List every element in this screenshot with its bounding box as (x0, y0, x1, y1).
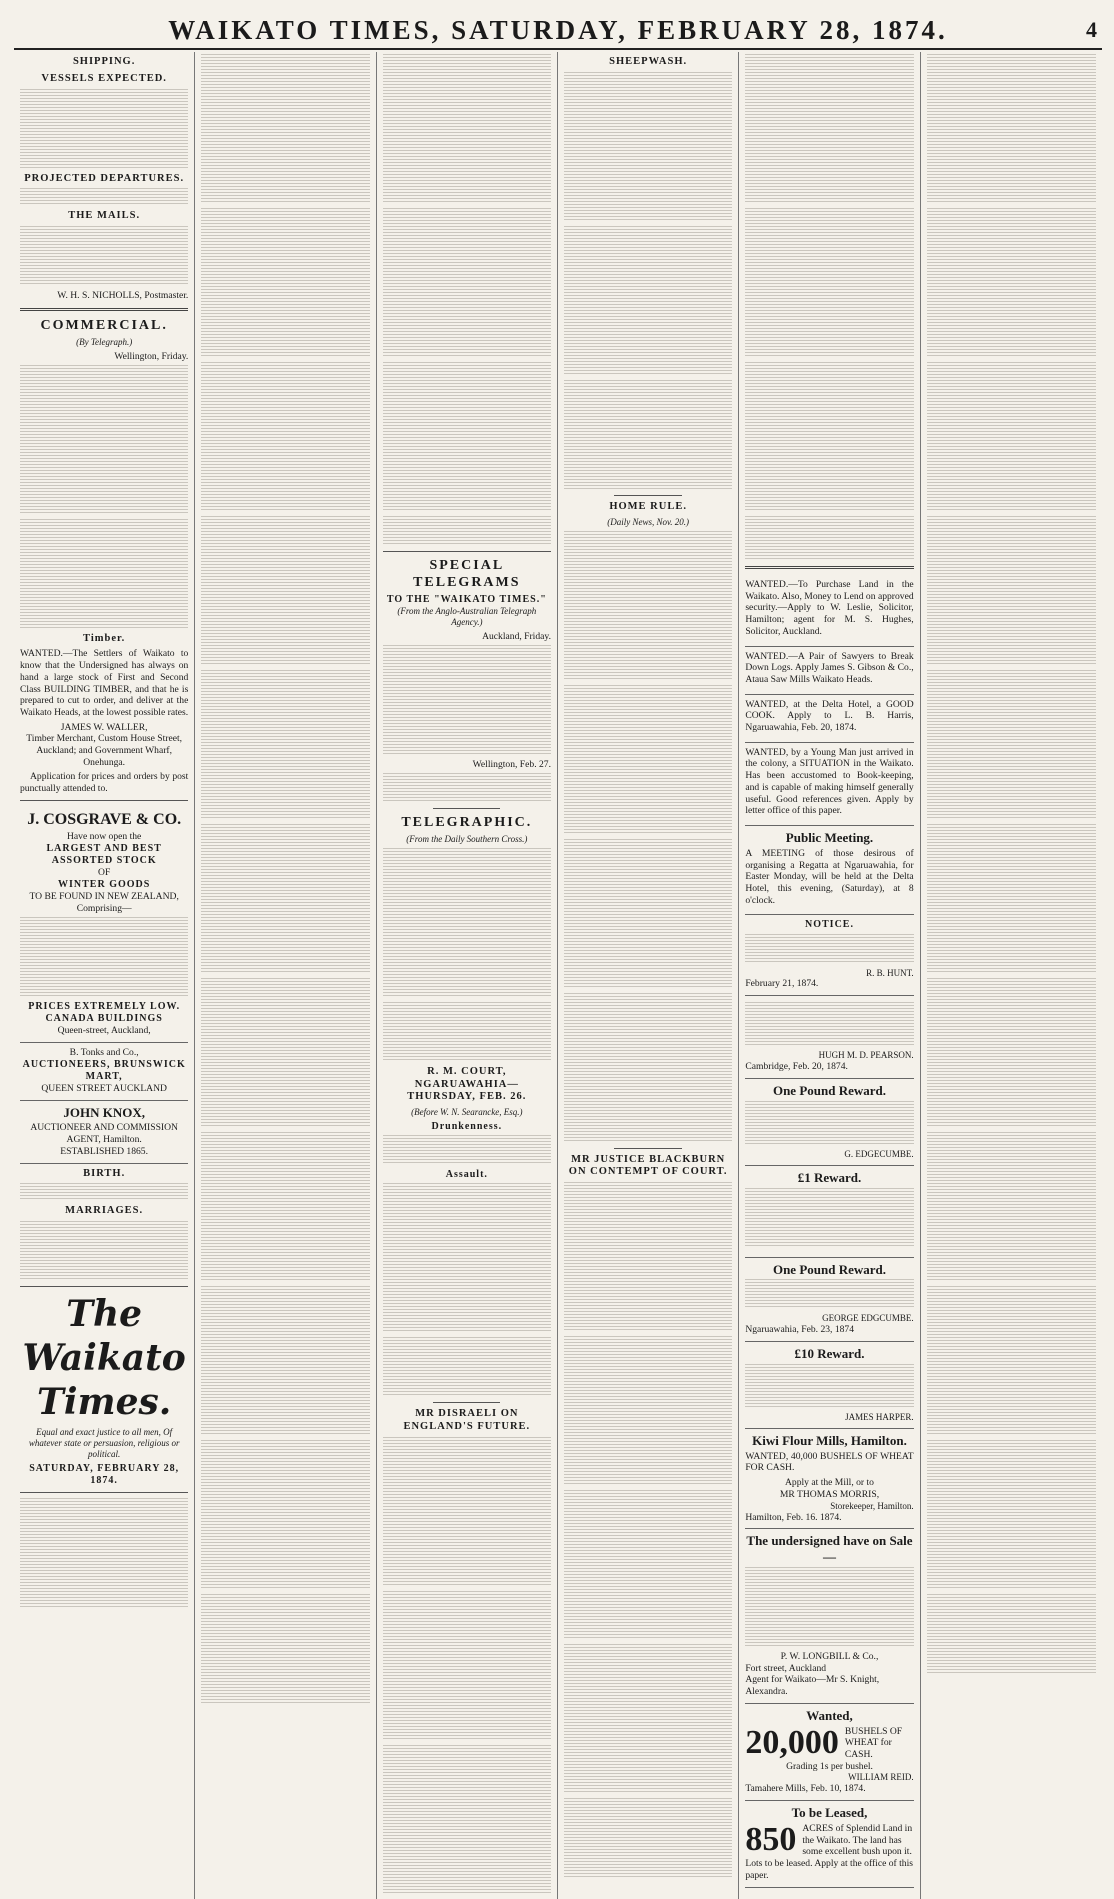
ad-notice-2: HUGH M. D. PEARSON. Cambridge, Feb. 20, 1874. (745, 996, 913, 1079)
shipping-heading: SHIPPING. (72, 56, 136, 67)
mails-signature: W. H. S. NICHOLLS, Postmaster. (57, 290, 189, 302)
ad-wanted-cook: WANTED, at the Delta Hotel, a GOOD COOK. Apply to L. B. Harris, Ngaruawahia, Feb. 20, 1874. (745, 695, 913, 743)
sheepwash-heading: SHEEPWASH. (609, 56, 688, 67)
masthead-title: WAIKATO TIMES, SATURDAY, FEBRUARY 28, 1874. (168, 15, 948, 45)
commercial-source: (By Telegraph.) (76, 336, 133, 347)
special-telegrams-heading: SPECIAL TELEGRAMS (413, 558, 521, 591)
cosgrave-goods-list (20, 917, 188, 997)
timber-merchant-address: Timber Merchant, Custom House Street, Auckland; and Government Wharf, Onehunga. (26, 733, 183, 768)
blackburn-heading: MR JUSTICE BLACKBURN ON CONTEMPT OF COURT. (568, 1153, 728, 1178)
commercial-report-text (20, 365, 188, 515)
vessels-expected-heading: VESSELS EXPECTED. (41, 72, 167, 84)
paper-date: SATURDAY, FEBRUARY 28, 1874. (29, 1462, 180, 1486)
ad-wanted-wheat: Wanted, 20,000 BUSHELS OF WHEAT for CASH. Grading 1s per bushel. WILLIAM REID. Tamahere Mills, Feb. 10, 1874. (745, 1704, 913, 1801)
timber-merchant-name: JAMES W. WALLER, (60, 721, 148, 733)
mails-heading: THE MAILS. (68, 210, 141, 222)
timber-ad-text: WANTED.—The Settlers of Waikato to know that the Undersigned has always on hand a large stock of First and Second Class BUILDING TIMBER, and that he is prepared to cut to order, and deliver at the Waikato Heads, at the lowest possible rates. (20, 648, 189, 718)
ad-on-sale: The undersigned have on Sale— P. W. LONGBILL & Co., Fort street, Auckland Agent for Waikato—Mr S. Knight, Alexandra. (745, 1529, 913, 1704)
paper-motto: Equal and exact justice to all men, Of whatever state or persuasion, religious or political. (28, 1426, 180, 1459)
marriages-heading: MARRIAGES. (65, 1205, 144, 1217)
ad-public-meeting: Public Meeting. A MEETING of those desirous of organising a Regatta at Ngaruawahia, for Easter Monday, will be held at the Delta Hotel, this evening, (Saturday), at 8 o'clock. (745, 826, 913, 915)
ad-wanted-land: WANTED.—To Purchase Land in the Waikato. Also, Money to Lend on approved security.—Apply to W. Leslie, Solicitor, Hamilton; agent for M. S. Hughes, Solicitor, Auckland. (745, 575, 913, 647)
telegraphic-heading: TELEGRAPHIC. (401, 814, 533, 830)
column-3: SPECIAL TELEGRAMS TO THE "WAIKATO TIMES." (From the Anglo-Australian Telegraph Agency.) Auckland, Friday. Wellington, Feb. 27. TELEGRAPHIC. (From the Daily Southern Cross.) R. M. COURT, NGARUAWAHIA—THURSDAY, FEB. 26. (Before W. N. Searancke, Esq.) Drunkenness. Assault. MR DISRAELI ON ENGLAND'S FUTURE. (377, 52, 558, 1899)
column-1 (14, 52, 195, 1899)
commercial-dateline: Wellington, Friday. (114, 350, 189, 362)
timber-note: Application for prices and orders by post punctually attended to. (20, 771, 189, 795)
ad-reward-2: £1 Reward. (745, 1166, 913, 1258)
vessels-expected-text (20, 89, 188, 169)
rm-court-heading: R. M. COURT, NGARUAWAHIA—THURSDAY, FEB. 26. (407, 1065, 527, 1103)
ad-reward-4: £10 Reward. JAMES HARPER. (745, 1342, 913, 1429)
ad-wanted-situation: WANTED, by a Young Man just arrived in the colony, a SITUATION in the Waikato. Has been accustomed to Book-keeping, and is capable of making himself generally useful. Good references given. Apply by letter office of this paper. (745, 743, 913, 826)
timber-heading: Timber. (83, 632, 126, 644)
columns (14, 52, 1102, 1881)
column-2 (195, 52, 376, 1899)
commercial-report-text-2 (20, 519, 188, 629)
knox-ad: JOHN KNOX, AUCTIONEER AND COMMISSION AGENT, Hamilton. ESTABLISHED 1865. (20, 1101, 188, 1164)
ad-kiwi-flour-mills: Kiwi Flour Mills, Hamilton. WANTED, 40,000 BUSHELS OF WHEAT FOR CASH. Apply at the Mill, or to MR THOMAS MORRIS, Storekeeper, Hamilton. Hamilton, Feb. 16. 1874. (745, 1429, 913, 1529)
divider (20, 308, 188, 311)
editorial-continued (201, 54, 369, 204)
ad-reward-1: One Pound Reward. G. EDGECUMBE. (745, 1079, 913, 1166)
projected-departures-heading: PROJECTED DEPARTURES. (24, 172, 185, 184)
mails-text (20, 226, 188, 286)
page-number: 4 (1086, 17, 1100, 42)
disraeli-heading: MR DISRAELI ON ENGLAND'S FUTURE. (403, 1408, 531, 1433)
masthead (14, 10, 1102, 50)
special-telegrams-sub: TO THE "WAIKATO TIMES." (386, 594, 547, 606)
cosgrave-name: J. COSGRAVE & CO. (27, 810, 182, 828)
home-rule-heading: HOME RULE. (609, 500, 687, 512)
paper-title: The Waikato Times. (22, 1293, 186, 1423)
ad-reward-3: One Pound Reward. GEORGE EDGCUMBE. Ngaruawahia, Feb. 23, 1874 (745, 1258, 913, 1343)
ad-notice: NOTICE. R. B. HUNT. February 21, 1874. (745, 915, 913, 996)
birth-heading: BIRTH. (83, 1167, 126, 1179)
ad-wanted-sawyers: WANTED.—A Pair of Sawyers to Break Down Logs. Apply James S. Gibson & Co., Ataua Saw Mills Waikato Heads. (745, 647, 913, 695)
column-4: SHEEPWASH. HOME RULE. (Daily News, Nov. 20.) MR JUSTICE BLACKBURN ON CONTEMPT OF COURT. (558, 52, 739, 1899)
local-news (383, 54, 551, 204)
editorial-text (20, 1498, 188, 1608)
column-5 (739, 52, 920, 1899)
column-6-text (927, 54, 1096, 204)
projected-departures-text (20, 188, 188, 206)
tonks-ad: B. Tonks and Co., AUCTIONEERS, BRUNSWICK MART, QUEEN STREET AUCKLAND (20, 1043, 188, 1101)
commercial-heading: COMMERCIAL. (40, 317, 168, 333)
cosgrave-ad: J. COSGRAVE & CO. Have now open the LARGEST AND BEST ASSORTED STOCK OF WINTER GOODS TO BE FOUND IN NEW ZEALAND, Comprising— PRICES EXTREMELY LOW. CANADA BUILDINGS Queen-street, Auckland, (20, 806, 188, 1043)
ad-to-be-leased: To be Leased, 850 ACRES of Splendid Land in the Waikato. The land has some excellent bush upon it. Lots to be leased. Apply at the office of this paper. (745, 1801, 913, 1887)
column-5-news-text (745, 54, 913, 204)
canada-buildings: CANADA BUILDINGS (45, 1012, 163, 1024)
column-6 (921, 52, 1102, 1899)
